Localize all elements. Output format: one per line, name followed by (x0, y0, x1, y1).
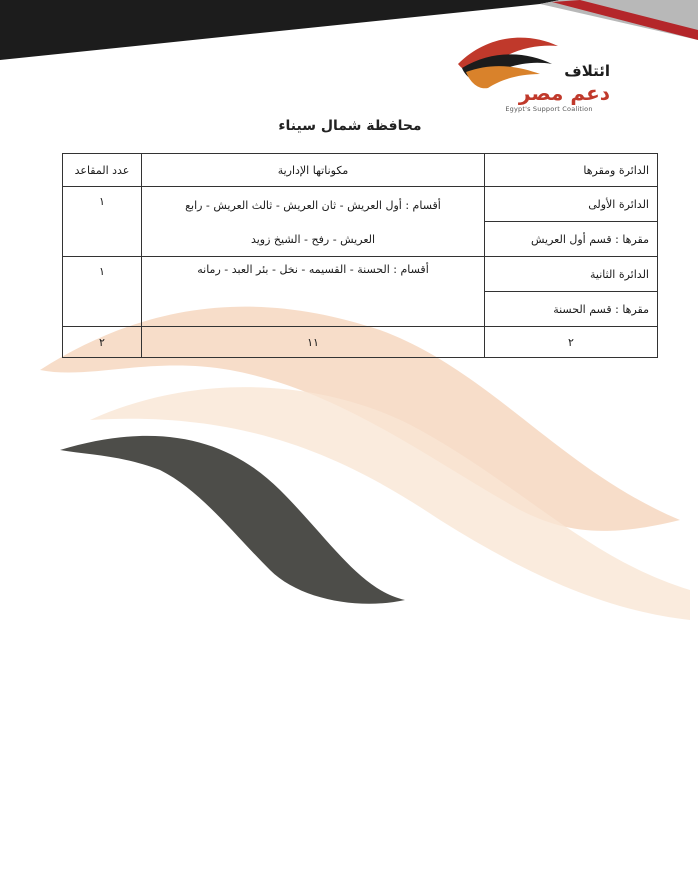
circuit-name: الدائرة الأولى (485, 187, 658, 222)
circuit-seats: ١ (63, 187, 142, 257)
circuit-hq: مقرها : قسم الحسنة (485, 292, 658, 327)
total-seats: ٢ (63, 327, 142, 358)
header-components: مكوناتها الإدارية (142, 154, 485, 187)
components-line: أقسام : أول العريش - ثان العريش - ثالث العريش - رابع (185, 198, 441, 212)
table-header-row (63, 154, 658, 187)
table-row (63, 257, 658, 292)
components-line: العريش - رفح - الشيخ زويد (250, 232, 376, 246)
total-components: ١١ (142, 327, 485, 358)
circuit-hq: مقرها : قسم أول العريش (485, 222, 658, 257)
logo-arabic-main: دعم مصر (518, 81, 610, 105)
page-title: محافظة شمال سيناء (278, 118, 422, 134)
logo-arabic-top: ائتلاف (564, 62, 610, 80)
circuit-seats: ١ (63, 257, 142, 327)
table-row (63, 187, 658, 222)
header-circuit: الدائرة ومقرها (485, 154, 658, 187)
circuit-name: الدائرة الثانية (485, 257, 658, 292)
total-circuits: ٢ (485, 327, 658, 358)
logo-english-text: Egypt's Support Coalition (505, 105, 593, 113)
circuit-components (142, 187, 485, 257)
totals-row (63, 327, 658, 358)
circuit-components: أقسام : الحسنة - القسيمه - نخل - بئر العبد - رمانه (142, 257, 485, 327)
header-seats: عدد المقاعد (63, 154, 142, 187)
districts-table (62, 153, 658, 358)
